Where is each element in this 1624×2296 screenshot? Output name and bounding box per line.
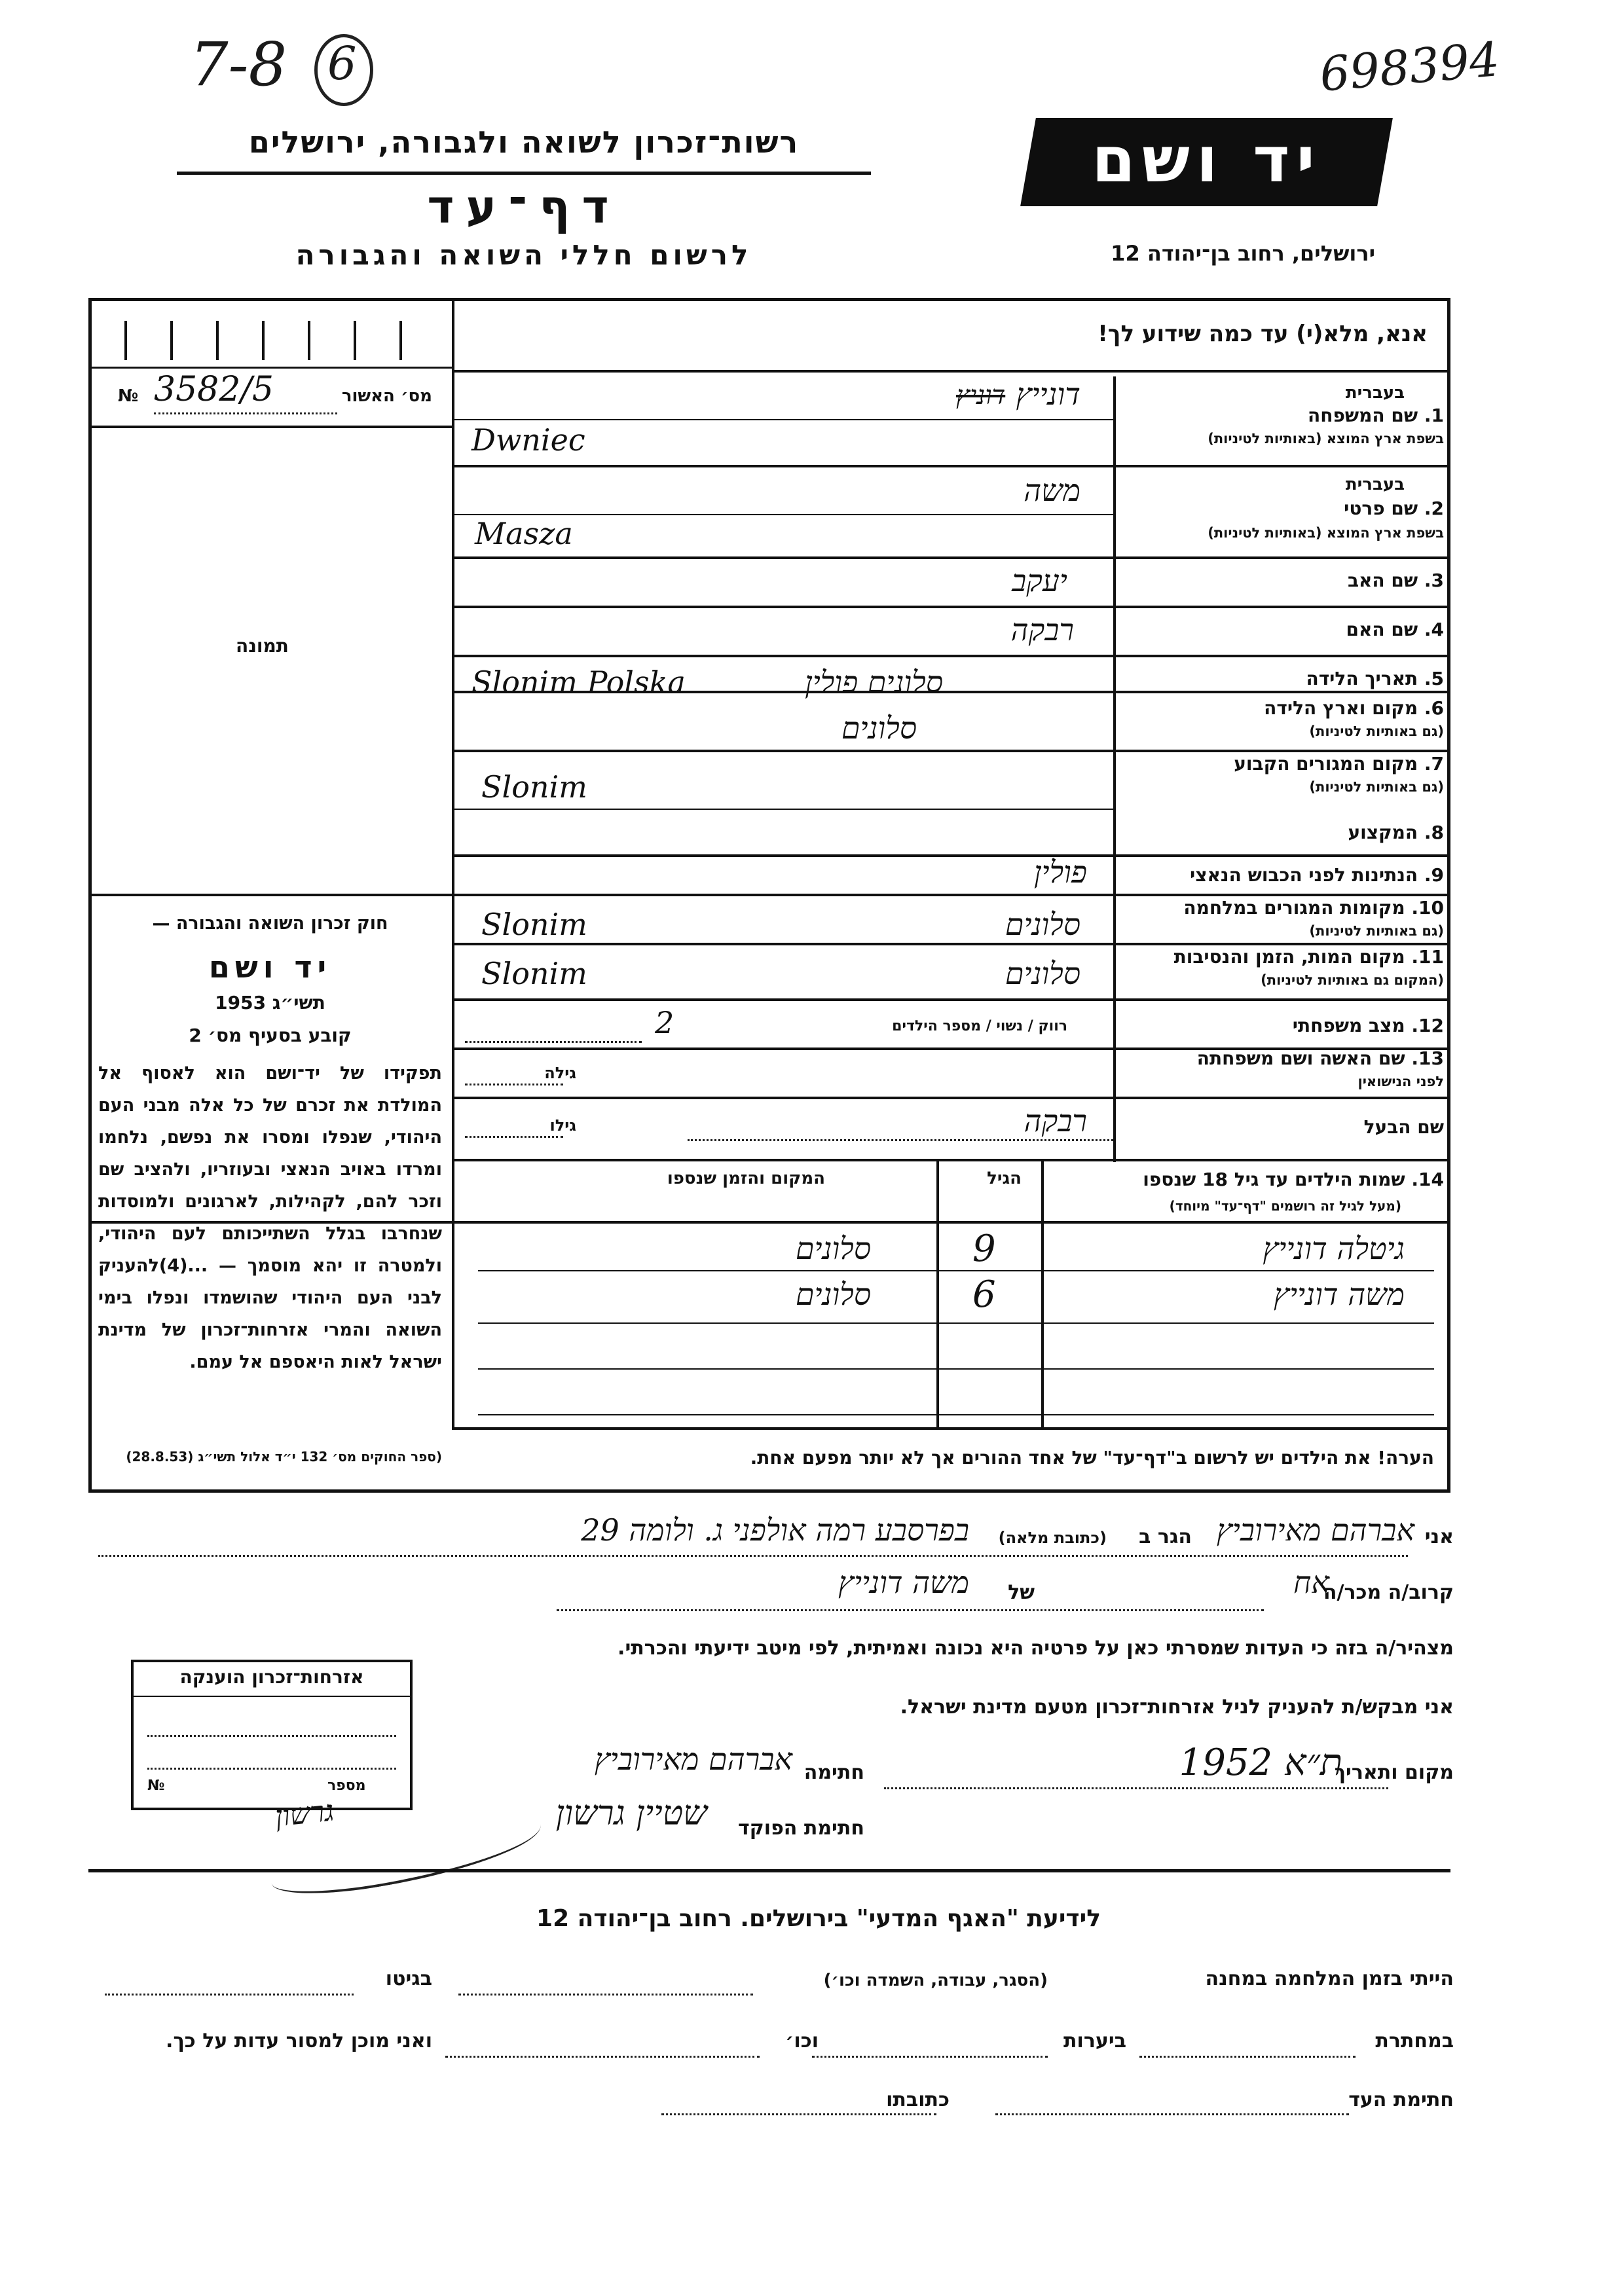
field5-label: 5. תאריך הלידה [1306,668,1444,689]
child2-place: סלונים [795,1277,871,1312]
child1-name: גיטלה דונייץ [1263,1231,1405,1266]
footer-line2-d: ואני מוכן למסור עדות על כך. [166,2030,432,2052]
child2-name: משה דונייץ [1274,1277,1405,1312]
field6-hebrew-value-2: סלונים [841,710,917,746]
sidebar-section: קובע בסעיף מס׳ 2 [189,1025,352,1046]
field1-hebrew-tag: בעברית [1345,383,1405,403]
photo-label: תמונה [236,635,289,657]
field9-label: 9. הנתינות לפני הכבוש הנאצי [1190,864,1444,886]
field6-label: 6. מקום וארץ הלידה [1264,697,1444,719]
decl-official-value: שטיין גרשון [555,1794,707,1833]
field2-note: בשפת ארץ המוצא (באותיות לטיניות) [1208,525,1444,541]
field4-value: רבקה [1010,612,1074,647]
no-symbol: № [118,386,139,406]
decl-declares: מצהיר/ה בזה כי העדות שמסרתי כאן על פרטיה היא נכונה ואמיתית, לפי מיטב ידיעתי והכרתי. [618,1637,1454,1660]
logo-text: יד ושם [1092,123,1321,196]
footer-line1-c: בגיטו [385,1967,432,1990]
footer-line2-b: ביערות [1063,2030,1126,2052]
address: ירושלים, רחוב בן־יהודה 12 [1111,241,1375,266]
page-number: 698394 [1317,31,1502,102]
field6-note: (גם באותיות לטיניות) [1309,723,1444,739]
registration-label: מס׳ האשור [341,386,432,406]
field10-hebrew-value: סלונים [1005,907,1080,942]
field10-label: 10. מקומות המגורים במלחמה [1183,897,1444,919]
field2-hebrew-value: משה [1024,473,1080,508]
sidebar-source: (ספר החוקים מס׳ 132 י״ד אלול תשי״ג (28.8.53) [126,1449,442,1465]
decl-address-label: (כתובת מלאה) [998,1529,1107,1547]
footer-line2-a: במחתרת [1375,2030,1454,2052]
sidebar-law-body: תפקידו של יד־ושם הוא לאסוף אל המולדת את זכרם של כל אלה מבני העם היהודי, שנפלו ומסרו את נפשם, נלחמו ומרדו באויב הנאצי ובעוזריו, ולהציב שם וזכר להם, לקהילות, לארגונים ולמוסדות שנחרבו בגלל השתייכותם לעם היהודי, ולמטרה זו יהא מוסמך — ...(4)להעניק לבני העם היהודי שהושמדו ונפלו בימי השואה והמרי אזרחות־זכרון של מדינת ישראל לאות היאספם אל עמם. [98,1063,442,1372]
field10-note: (גם באותיות לטיניות) [1309,923,1444,939]
decl-extra-signature: גרשון [273,1794,336,1834]
decl-gar: הגר ב [1139,1525,1192,1548]
field12-value: 2 [655,1005,674,1040]
decl-request: אני מבקש/ת להעניק לניל אזרחות־זכרון מטעם מדינת ישראל. [900,1696,1454,1719]
field7-latin-value: Slonim [481,769,587,805]
stamp-box-title: אזרחות־זכרון הוענקה [179,1666,364,1688]
decl-relation-value: אח [1293,1565,1329,1600]
footer-title: לידיעת "האגף המדעי" בירושלים. רחוב בן־יהודה 12 [536,1905,1101,1932]
field12-options: רווק / נשוי / מספר הילדים [892,1018,1067,1034]
intro-text: אנא, מלא(י) עד כמה שידוע לך! [1098,321,1428,347]
field10-latin-value: Slonim [481,907,587,942]
registration-ticks [105,321,432,367]
field4-label: 4. שם האם [1346,619,1444,640]
decl-shel: של [1008,1581,1035,1604]
authority-rule [177,172,871,175]
archive-mark-circled: 6 [327,37,357,90]
form-title: דף־עד [427,180,621,234]
child1-place: סלונים [795,1231,871,1266]
decl-place-date-label: מקום ותאריך [1334,1761,1454,1784]
registration-number: 3582/5 [154,370,274,409]
decl-place-date-value: ת״א 1952 [1179,1741,1342,1784]
children-header: 14. שמות הילדים עד גיל 18 שנספו [1143,1169,1444,1190]
decl-relative-label: קרוב/ה מכר/ה [1323,1581,1454,1604]
footer-line2-c: וכו׳ [785,2030,819,2052]
field3-label: 3. שם האב [1347,570,1444,591]
note-text: הערה! את הילדים יש לרשום ב"דף־עד" של אחד ההורים אך לא יותר מפעם אחת. [750,1447,1434,1468]
decl-of-value: משה דונייץ [838,1565,969,1600]
field11-label: 11. מקום המות, הזמן והנסיבות [1173,946,1444,968]
archive-mark: 7-8 [190,29,287,100]
decl-official-label: חתימת הפוקד [738,1817,864,1840]
decl-witness-name: אברהם מאירוביץ [1216,1512,1414,1548]
children-header-note: (מעל לגיל זה רושמים "דף־עד" מיוחד) [1169,1198,1401,1214]
decl-signature-label: חתימה [803,1761,864,1784]
stamp-no-symbol: № [147,1777,165,1794]
child1-age: 9 [972,1228,996,1270]
field6-latin-value: Slonim Polska [471,665,686,700]
children-place-header: המקום והזמן שנספו [667,1169,825,1188]
field13-age-label: גילה [544,1064,576,1082]
field1-struck-value: דוניץ [956,380,1006,410]
decl-ani: אני [1424,1525,1454,1548]
field2-label: 2. שם פרטי [1344,498,1444,519]
field13-label: 13. שם האשה ושם משפחתה [1196,1048,1444,1069]
authority-title: רשות־זכרון לשואה ולגבורה, ירושלים [248,124,800,160]
field11-latin-value: Slonim [481,956,587,991]
field6-hebrew-value: סלונים פולין [805,665,943,700]
field11-note: (המקום גם באותיות לטיניות) [1261,972,1444,988]
field11-hebrew-value: סלונים [1005,956,1080,991]
photo-box-bottom [92,894,452,896]
field2-latin-value: Masza [475,516,573,551]
sidebar-yad-vashem: יד ושם [208,949,332,985]
decl-address-value: בפרסבע רמה אולפני ג. ולומה 29 [581,1512,969,1548]
field13-note: לפני הנישואין [1357,1074,1444,1089]
field1-latin-value: Dwniec [471,422,585,458]
field1-label: 1. שם המשפחה [1308,405,1444,426]
children-age-header: הגיל [987,1169,1022,1188]
field8-label: 8. המקצוע [1348,822,1444,843]
footer-line1-b: (הסגר, עבודה, השמדה וכו׳) [823,1971,1048,1990]
field1-hebrew-value: דונייץ [1016,376,1080,412]
footer-line1-a: הייתי בזמן המלחמה במחנה [1205,1967,1454,1990]
field1-note: בשפת ארץ המוצא (באותיות לטיניות) [1208,431,1444,446]
form-subtitle: לרשום חללי השואה והגבורה [295,239,752,271]
field12-label: 12. מצב משפחתי [1292,1015,1444,1036]
footer-line3-a: חתימת העד [1348,2088,1454,2111]
field9-value: פולין [1033,854,1087,890]
stamp-number-label: מספר [327,1777,366,1794]
footer-line3-b: כתובתו [886,2088,950,2111]
sidebar-year: תשי״ג 1953 [215,992,325,1013]
field2-hebrew-tag: בעברית [1345,475,1405,494]
field3-value: יעקב [1012,563,1067,598]
husband-age-label: גילו [549,1116,576,1135]
husband-label: שם הבעל [1363,1116,1444,1138]
field7-note: (גם באותיות לטיניות) [1309,779,1444,795]
field7-label: 7. מקום המגורים הקבוע [1234,753,1444,774]
sidebar-law-title: חוק זכרון השואה והגבורה — [152,913,388,934]
husband-value: רבקה [1024,1103,1087,1139]
intro-rule [452,370,1450,373]
decl-signature-value: אברהם מאירוביץ [594,1741,792,1777]
child2-age: 6 [972,1273,996,1316]
label-column-divider [1113,376,1116,1162]
